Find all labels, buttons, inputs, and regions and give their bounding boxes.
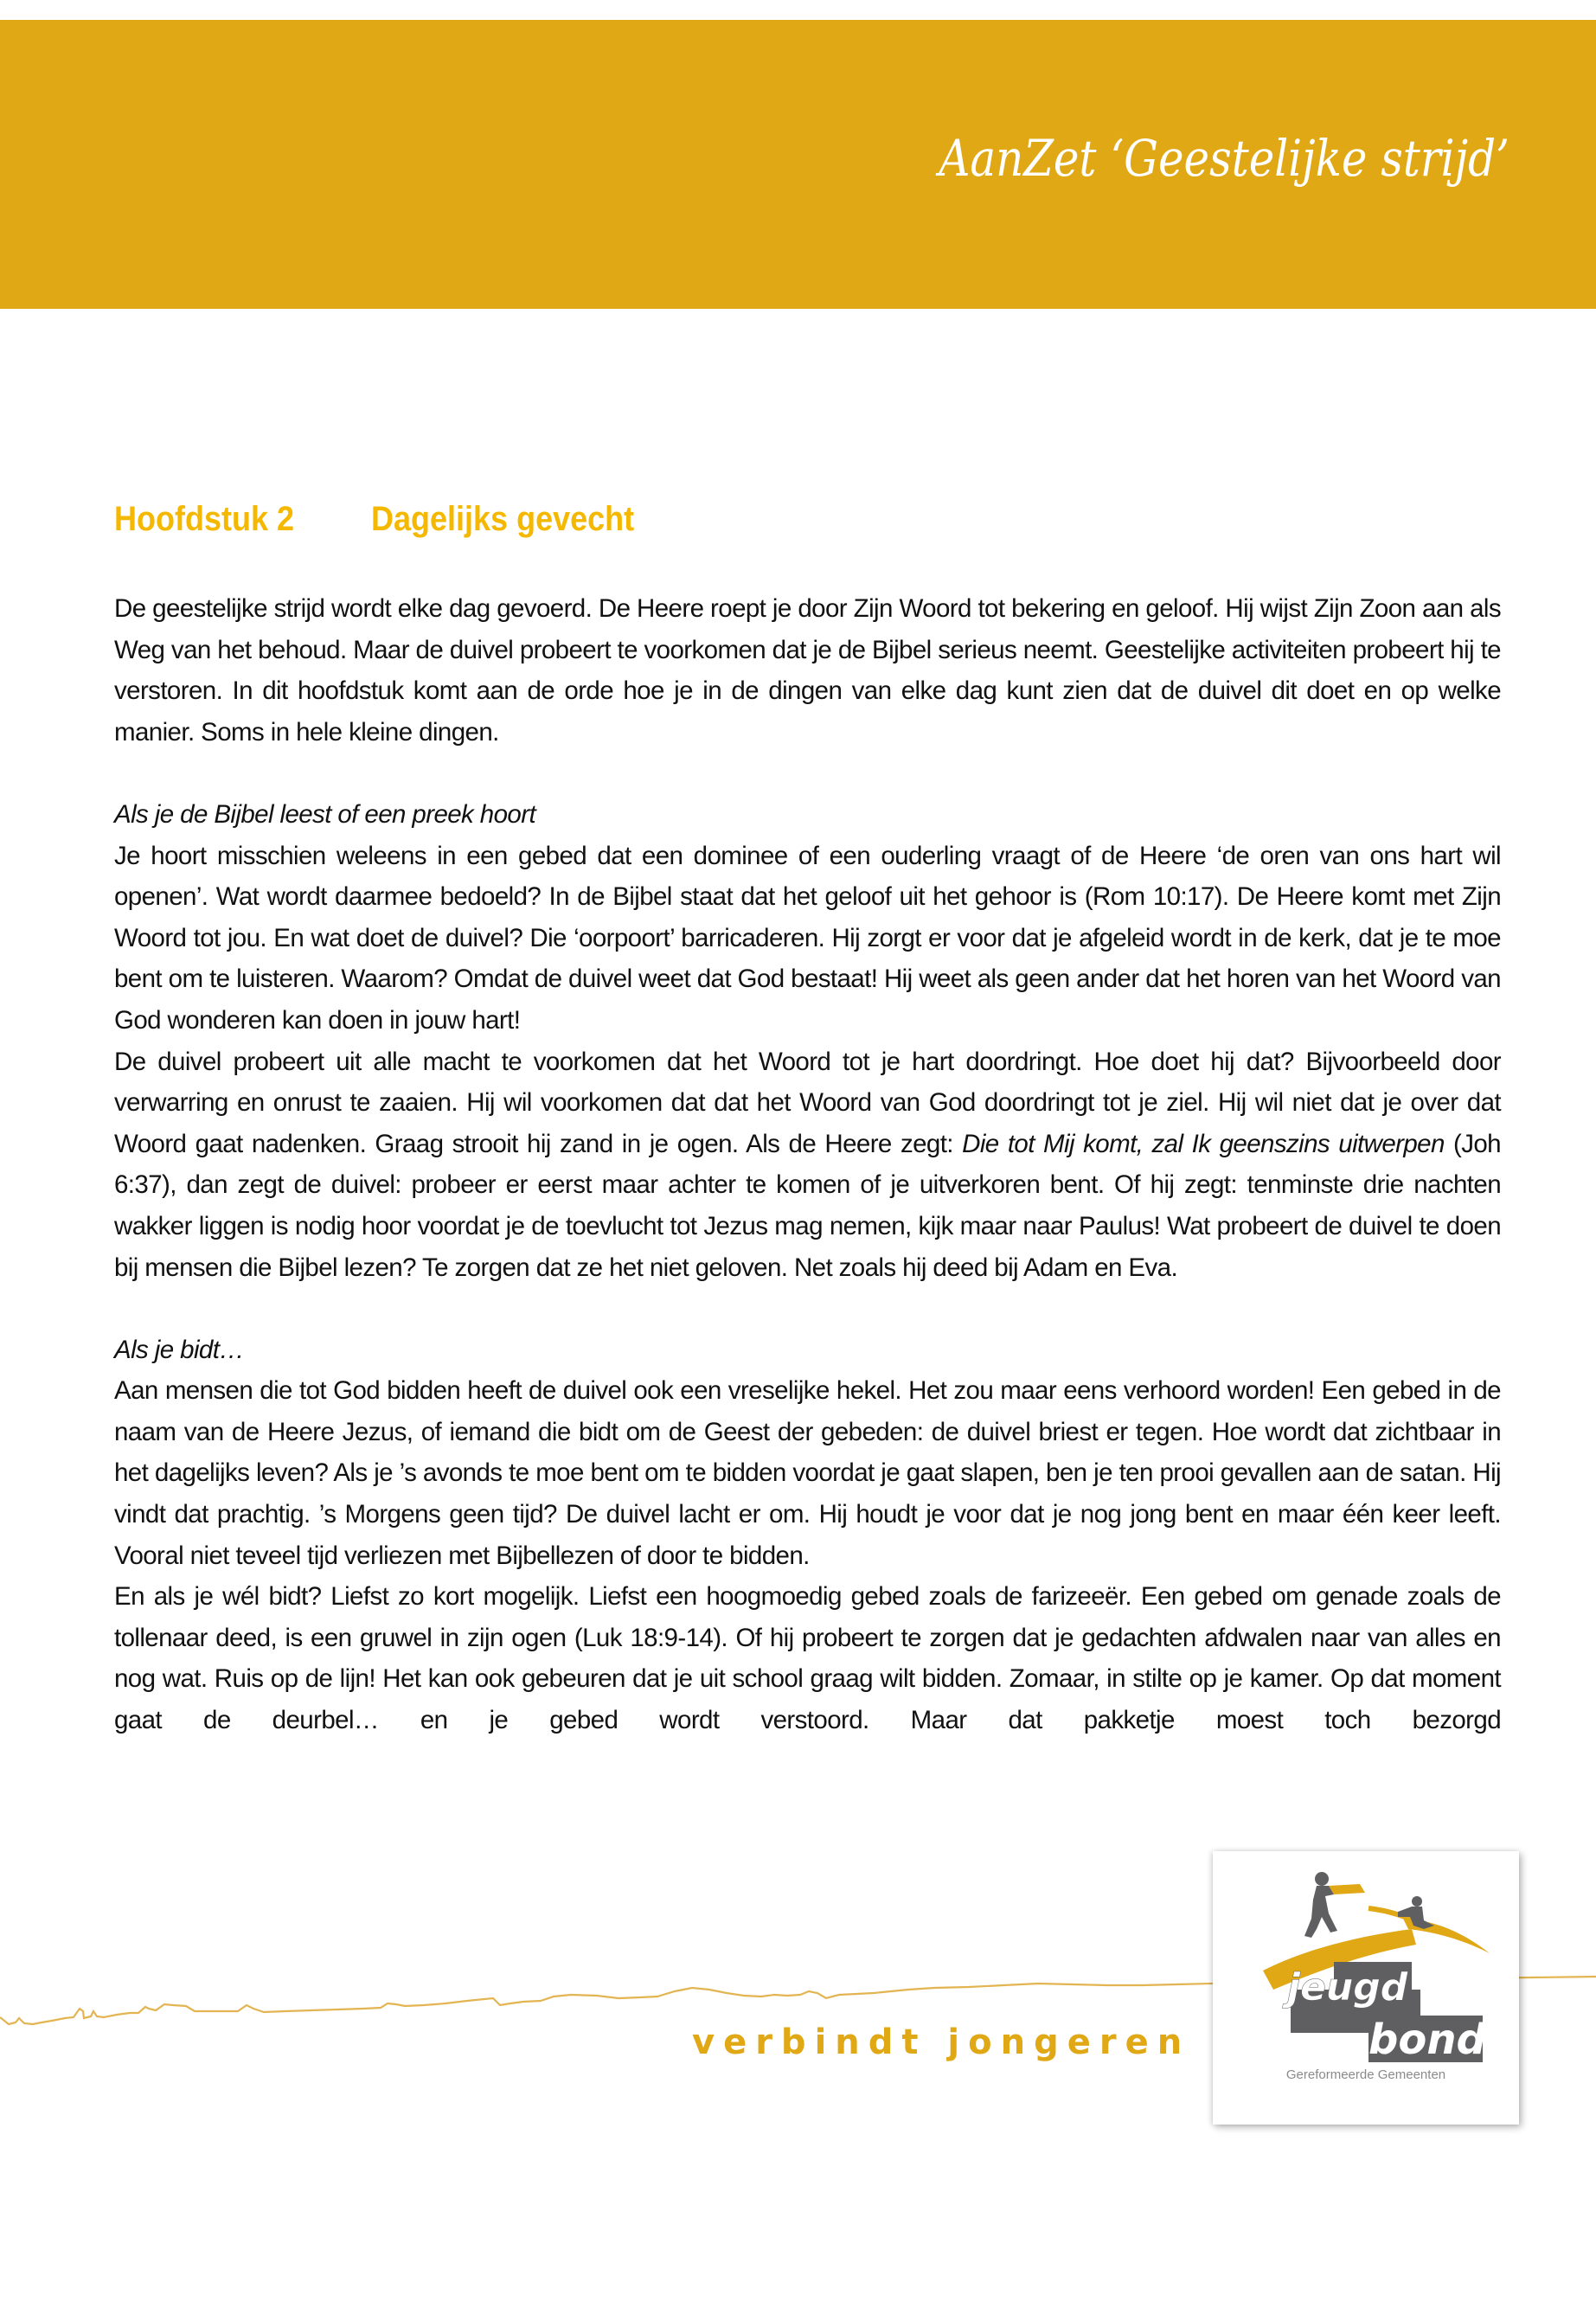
paragraph [114, 1042, 1501, 1289]
paragraph-text: De duivel probeert uit alle macht te voorkomen dat het Woord tot je hart doordringt. Hoe doet hij dat? Bijvoorbeeld door verwarring en onrust te zaaien. Hij wil voorkomen dat dat het Woord van God doordringt tot je ziel. Hij wil niet dat je over dat Woord gaat nadenken. Graag strooit hij zand in je ogen. Als de Heere zegt: [114, 1047, 1501, 1158]
bible-quote: Die tot Mij komt, zal Ik geenszins uitwerpen [962, 1129, 1445, 1158]
body-content [114, 588, 1501, 1741]
logo-subtitle: Gereformeerde Gemeenten [1285, 2067, 1446, 2082]
chapter-heading [114, 500, 634, 539]
chapter-number: Hoofdstuk 2 [114, 500, 295, 538]
paragraph-spacer [114, 753, 1501, 794]
footer-tagline: verbindt jongeren [692, 2022, 1191, 2062]
section-subheading-prayer: Als je bidt… [114, 1335, 245, 1364]
header-band [0, 20, 1596, 309]
jeugdbond-logo-icon [1239, 1868, 1498, 2067]
logo-word-bottom: bond [1368, 2016, 1486, 2064]
paragraph: Aan mensen die tot God bidden heeft de duivel ook een vreselijke hekel. Het zou maar eens verhoord worden! Een gebed in de naam van de Heere Jezus, of iemand die bidt om de Geest der gebeden: de duivel briest er tegen. Hoe wordt dat zichtbaar in het dagelijks leven? Als je ’s avonds te moe bent om te bidden voordat je gaat slapen, ben je ten prooi gevallen aan de satan. Hij vindt dat prachtig. ’s Morgens geen tijd? De duivel lacht er om. Hij houdt je voor dat je nog jong bent en maar één keer leeft. Vooral niet teveel tijd verliezen met Bijbellezen of door te bidden. [114, 1376, 1501, 1570]
organization-logo-card [1213, 1851, 1519, 2125]
document-title: AanZet ‘Geestelijke strijd’ [939, 129, 1509, 188]
paragraph: Je hoort misschien weleens in een gebed dat een dominee of een ouderling vraagt of de Heere ‘de oren van ons hart wil openen’. Wat wordt daarmee bedoeld? In de Bijbel staat dat het geloof uit het gehoor is (Rom 10:17). De Heere komt met Zijn Woord tot jou. En wat doet de duivel? Die ‘oorpoort’ barricaderen. Hij zorgt er voor dat je afgeleid wordt in de kerk, dat je te moe bent om te luisteren. Waarom? Omdat de duivel weet dat God bestaat! Hij weet als geen ander dat het horen van het Woord van God wonderen kan doen in jouw hart! [114, 841, 1501, 1035]
section-subheading-bible: Als je de Bijbel leest of een preek hoort [114, 799, 536, 829]
intro-paragraph: De geestelijke strijd wordt elke dag gevoerd. De Heere roept je door Zijn Woord tot bekering en geloof. Hij wijst Zijn Zoon aan als Weg van het behoud. Maar de duivel probeert te voorkomen dat je de Bijbel serieus neemt. Geestelijke activiteiten probeert hij te verstoren. In dit hoofdstuk komt aan de orde hoe je in de dingen van elke dag kunt zien dat de duivel dit doet en op welke manier. Soms in hele kleine dingen. [114, 594, 1501, 747]
paragraph-spacer [114, 1288, 1501, 1330]
paragraph: En als je wél bidt? Liefst zo kort mogelijk. Liefst een hoogmoedig gebed zoals de farizeeër. Een gebed om genade zoals de tollenaar deed, is een gruwel in zijn ogen (Luk 18:9-14). Of hij probeert te zorgen dat je gedachten afdwalen naar van alles en nog wat. Ruis op de lijn! Het kan ook gebeuren dat je uit school graag wilt bidden. Zomaar, in stilte op je kamer. Op dat moment gaat de deurbel… en je gebed wordt verstoord. Maar dat pakketje moest toch bezorgd [114, 1582, 1501, 1735]
logo-word-top: jeugd [1287, 1965, 1408, 2009]
chapter-title: Dagelijks gevecht [371, 500, 635, 538]
paragraph-text: (Joh 6:37), dan zegt de duivel: probeer er eerst maar achter te komen of je uitverkoren bent. Of hij zegt: tenminste drie nachten wakker liggen is nodig hoor voordat je de toevlucht tot Jezus mag nemen, kijk maar naar Paulus! Wat probeert de duivel te doen bij mensen die Bijbel lezen? Te zorgen dat ze het niet geloven. Net zoals hij deed bij Adam en Eva. [114, 1129, 1501, 1282]
